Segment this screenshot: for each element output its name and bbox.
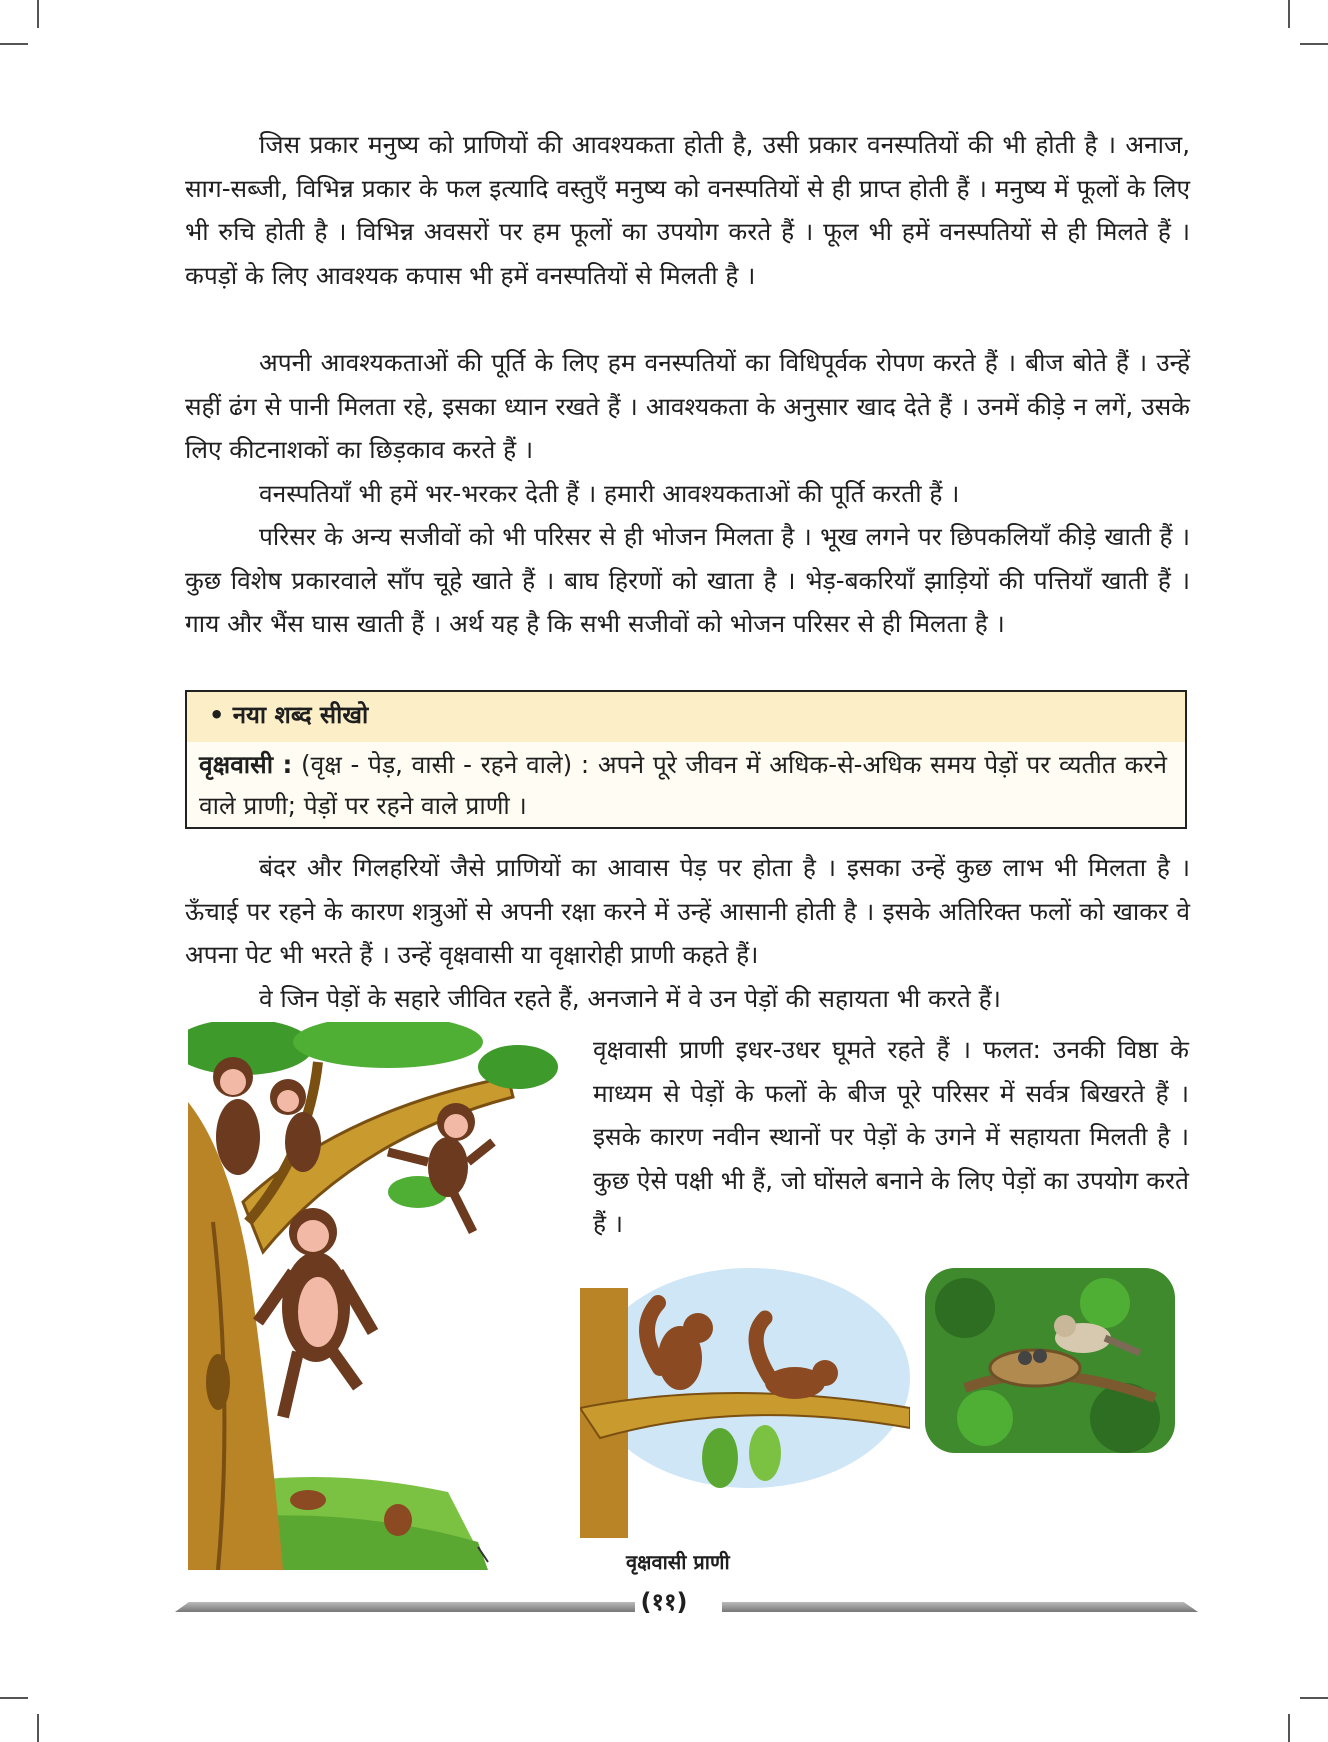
vocab-definition: (वृक्ष - पेड़, वासी - रहने वाले) : अपने पूरे जीवन में अधिक-से-अधिक समय पेड़ों पर व्यतीत करने वाले प्राणी; पेड़ों पर रहने वाले प्राणी ।: [199, 750, 1168, 820]
monkeys-tree-illustration: [188, 1022, 578, 1570]
paragraph-seed-dispersal: वृक्षवासी प्राणी इधर-उधर घूमते रहते हैं । फलत: उनकी विष्ठा के माध्यम से पेड़ों के फलों के बीज पूरे परिसर में सर्वत्र बिखरते हैं । इसके कारण नवीन स्थानों पर पेड़ों के उगने में सहायता मिलती है । कुछ ऐसे पक्षी भी हैं, जो घोंसले बनाने के लिए पेड़ों का उपयोग करते हैं ।: [593, 1035, 1189, 1238]
squirrels-branch-illustration: [580, 1258, 910, 1538]
crop-mark: [1288, 1714, 1290, 1742]
page-number: (११): [640, 1588, 688, 1616]
side-text-block: [593, 1028, 1189, 1246]
paragraph-plants-needs: जिस प्रकार मनुष्य को प्राणियों की आवश्यकता होती है, उसी प्रकार वनस्पतियों की भी होती है । अनाज, साग-सब्जी, विभिन्न प्रकार के फल इत्यादि वस्तुएँ मनुष्य को वनस्पतियों से ही प्राप्त होती हैं । मनुष्य में फूलों के लिए भी रुचि होती है । विभिन्न अवसरों पर हम फूलों का उपयोग करते हैं । फूल भी हमें वनस्पतियों से ही मिलते हैं । कपड़ों के लिए आवश्यक कपास भी हमें वनस्पतियों से मिलती है ।: [185, 130, 1190, 290]
crop-mark: [1288, 0, 1290, 28]
paragraph-planting: अपनी आवश्यकताओं की पूर्ति के लिए हम वनस्पतियों का विधिपूर्वक रोपण करते हैं । बीज बोते हैं । उन्हें सहीं ढंग से पानी मिलता रहे, इसका ध्यान रखते हैं । आवश्यकता के अनुसार खाद देते हैं । उनमें कीड़े न लगें, उसके लिए कीटनाशकों का छिड़काव करते हैं ।: [185, 348, 1190, 464]
crop-mark: [37, 1714, 39, 1742]
vocab-term: वृक्षवासी :: [199, 750, 293, 779]
crop-mark: [37, 0, 39, 28]
bird-nest-illustration: [925, 1268, 1175, 1453]
paragraph-plants-give: वनस्पतियाँ भी हमें भर-भरकर देती हैं । हमारी आवश्यकताओं की पूर्ति करती हैं ।: [259, 478, 960, 508]
top-text-block: [185, 123, 1190, 297]
vocab-box-body: [187, 742, 1185, 826]
crop-mark: [1300, 1697, 1328, 1699]
paragraph-help-trees: वे जिन पेड़ों के सहारे जीवित रहते हैं, अनजाने में वे उन पेड़ों की सहायता भी करते हैं।: [259, 983, 1001, 1013]
crop-mark: [1300, 43, 1328, 45]
illustration-caption: वृक्षवासी प्राणी: [626, 1550, 730, 1574]
paragraph-arboreal-animals: बंदर और गिलहरियों जैसे प्राणियों का आवास पेड़ पर होता है । इसका उन्हें कुछ लाभ भी मिलता है । ऊँचाई पर रहने के कारण शत्रुओं से अपनी रक्षा करने में उन्हें आसानी होती है । इसके अतिरिक्त फलों को खाकर वे अपना पेट भी भरते हैं । उन्हें वृक्षवासी या वृक्षारोही प्राणी कहते हैं।: [185, 853, 1190, 969]
crop-mark: [0, 1697, 28, 1699]
vocab-box: [185, 690, 1187, 829]
arboreal-text-block: [185, 846, 1190, 1020]
middle-text-block: [185, 341, 1190, 646]
paragraph-food-from-surroundings: परिसर के अन्य सजीवों को भी परिसर से ही भोजन मिलता है । भूख लगने पर छिपकलियाँ कीड़े खाती हैं । कुछ विशेष प्रकारवाले साँप चूहे खाते हैं । बाघ हिरणों को खाता है । भेड़-बकरियाँ झाड़ियों की पत्तियाँ खाती हैं । गाय और भैंस घास खाती हैं । अर्थ यह है कि सभी सजीवों को भोजन परिसर से ही मिलता है ।: [185, 522, 1190, 638]
crop-mark: [0, 43, 28, 45]
vocab-box-heading: • नया शब्द सीखो: [187, 692, 1185, 742]
